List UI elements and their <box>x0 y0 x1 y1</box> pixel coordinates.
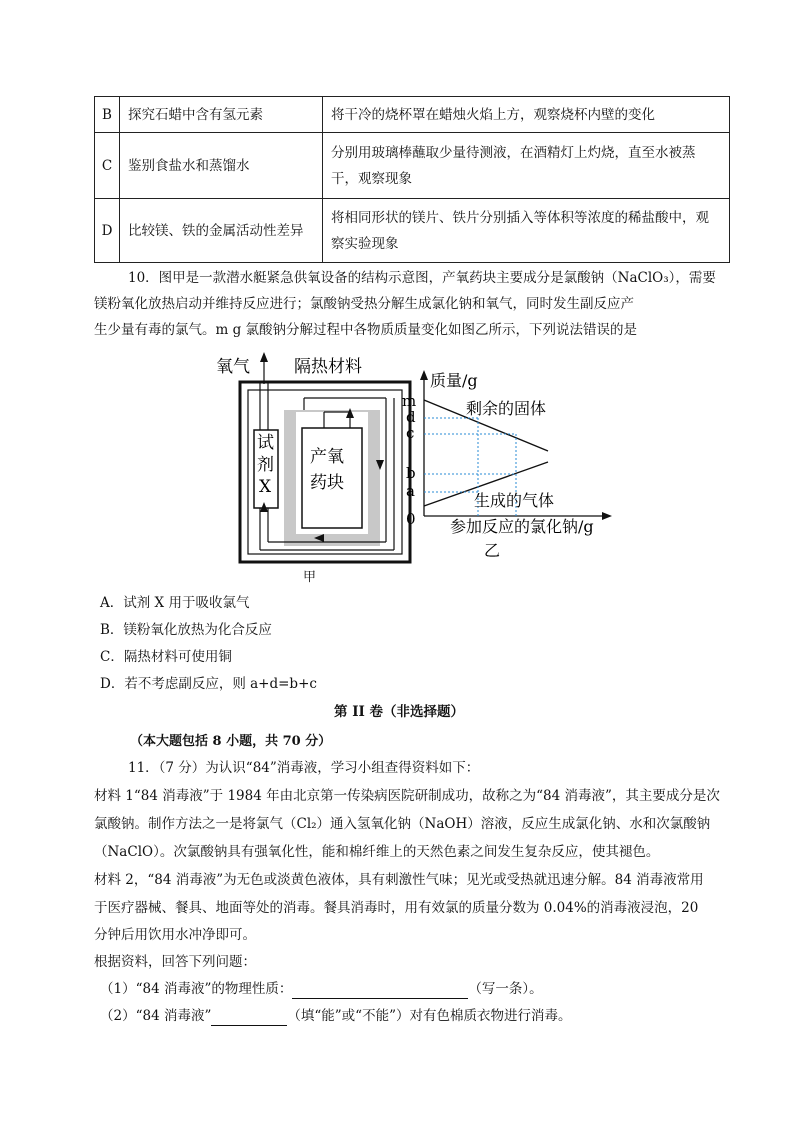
row-purpose: 探究石蜡中含有氢元素 <box>120 97 323 133</box>
reagent-label-1: 试 <box>257 433 274 453</box>
row-method: 将干冷的烧杯罩在蜡烛火焰上方，观察烧杯内壁的变化 <box>323 97 730 133</box>
figure-yi-caption: 乙 <box>484 541 501 560</box>
tick-c: c <box>406 424 415 442</box>
q11-sub1 <box>100 979 543 999</box>
tick-b: b <box>406 464 416 482</box>
y-axis-label: 质量/g <box>430 371 478 390</box>
row-method: 将相同形状的镁片、铁片分别插入等体积等浓度的稀盐酸中，观察实验现象 <box>323 199 730 263</box>
table-row <box>95 133 730 199</box>
option-a: A．试剂 X 用于吸收氯气 <box>100 595 250 611</box>
q10-line3: 生少量有毒的氯气。m g 氯酸钠分解过程中各物质质量变化如图乙所示，下列说法错误的是 <box>94 322 638 338</box>
solid-label: 剩余的固体 <box>466 399 547 418</box>
block-label-2: 药块 <box>310 473 344 493</box>
block-label-1: 产氧 <box>310 447 344 467</box>
figure-jia-diagram <box>216 350 420 582</box>
option-b: B．镁粉氧化放热为化合反应 <box>100 622 272 638</box>
gas-label: 生成的气体 <box>474 491 555 510</box>
row-letter: B <box>95 97 120 133</box>
x-axis-label: 参加反应的氯化钠/g <box>450 517 594 536</box>
q10-line1: 10．图甲是一款潜水艇紧急供氧设备的结构示意图，产氧药块主要成分是氯酸钠（NaClO₃），需要 <box>128 270 716 286</box>
row-method: 分别用玻璃棒蘸取少量待测液，在酒精灯上灼烧，直至水被蒸干，观察现象 <box>323 133 730 199</box>
q10-line2: 镁粉氧化放热启动并维持反应进行；氯酸钠受热分解生成氯化钠和氧气，同时发生副反应产 <box>94 296 634 312</box>
q11-material1-line2: 氯酸钠。制作方法之一是将氯气（Cl₂）通入氢氧化钠（NaOH）溶液，反应生成氯化钠、水和次氯酸钠 <box>94 816 711 832</box>
figure-jia-caption: 甲 <box>303 570 317 585</box>
oxygen-label: 氧气 <box>216 357 250 377</box>
section-title: 第 II 卷（非选择题） <box>334 704 465 720</box>
row-letter: D <box>95 199 120 263</box>
q11-sub1-suffix: （写一条）。 <box>468 981 543 997</box>
q11-prompt: 根据资料，回答下列问题： <box>94 954 256 970</box>
q11-material2-line2: 于医疗器械、餐具、地面等处的消毒。餐具消毒时，用有效氯的质量分数为 0.04%的消毒液浸泡，20 <box>94 900 699 916</box>
q11-material1-line3: （NaClO）。次氯酸钠具有强氧化性，能和棉纤维上的天然色素之间发生复杂反应，使其褪色。 <box>94 844 660 860</box>
row-letter: C <box>95 133 120 199</box>
q11-sub1-answer-blank[interactable] <box>292 984 468 999</box>
q11-sub2-suffix: （填“能”或“不能”）对有色棉质衣物进行消毒。 <box>287 1008 572 1024</box>
q11-sub1-prefix: （1）“84 消毒液”的物理性质： <box>100 981 293 997</box>
q11-sub2-answer-blank[interactable] <box>211 1011 287 1026</box>
reagent-label-2: 剂 <box>257 455 274 475</box>
tick-zero: 0 <box>406 510 416 528</box>
q11-intro: 11．（7 分）为认识“84”消毒液，学习小组查得资料如下： <box>128 760 480 776</box>
q11-material2-line3: 分钟后用饮用水冲净即可。 <box>94 927 256 943</box>
option-d: D．若不考虑副反应，则 a+d=b+c <box>100 676 317 692</box>
section-subtitle: （本大题包括 8 小题，共 70 分） <box>130 734 332 749</box>
q11-material1-line1: 材料 1“84 消毒液”于 1984 年由北京第一传染病医院研制成功，故称之为“84 消毒液”，其主要成分是次 <box>94 788 720 804</box>
option-c: C．隔热材料可使用铜 <box>100 649 232 665</box>
tick-a: a <box>406 482 415 500</box>
table-row <box>95 97 730 133</box>
options-table <box>94 96 730 263</box>
row-purpose: 鉴别食盐水和蒸馏水 <box>120 133 323 199</box>
tick-d: d <box>406 408 416 426</box>
q11-sub2 <box>100 1006 571 1026</box>
q11-material2-line1: 材料 2，“84 消毒液”为无色或淡黄色液体，具有刺激性气味；见光或受热就迅速分解。84 消毒液常用 <box>94 872 704 888</box>
tick-m: m <box>402 392 417 410</box>
insulation-label: 隔热材料 <box>294 357 362 377</box>
row-purpose: 比较镁、铁的金属活动性差异 <box>120 199 323 263</box>
reagent-label-3: X <box>259 477 272 497</box>
table-row <box>95 199 730 263</box>
figure-yi-graph <box>396 366 626 562</box>
q11-sub2-prefix: （2）“84 消毒液” <box>100 1008 212 1024</box>
